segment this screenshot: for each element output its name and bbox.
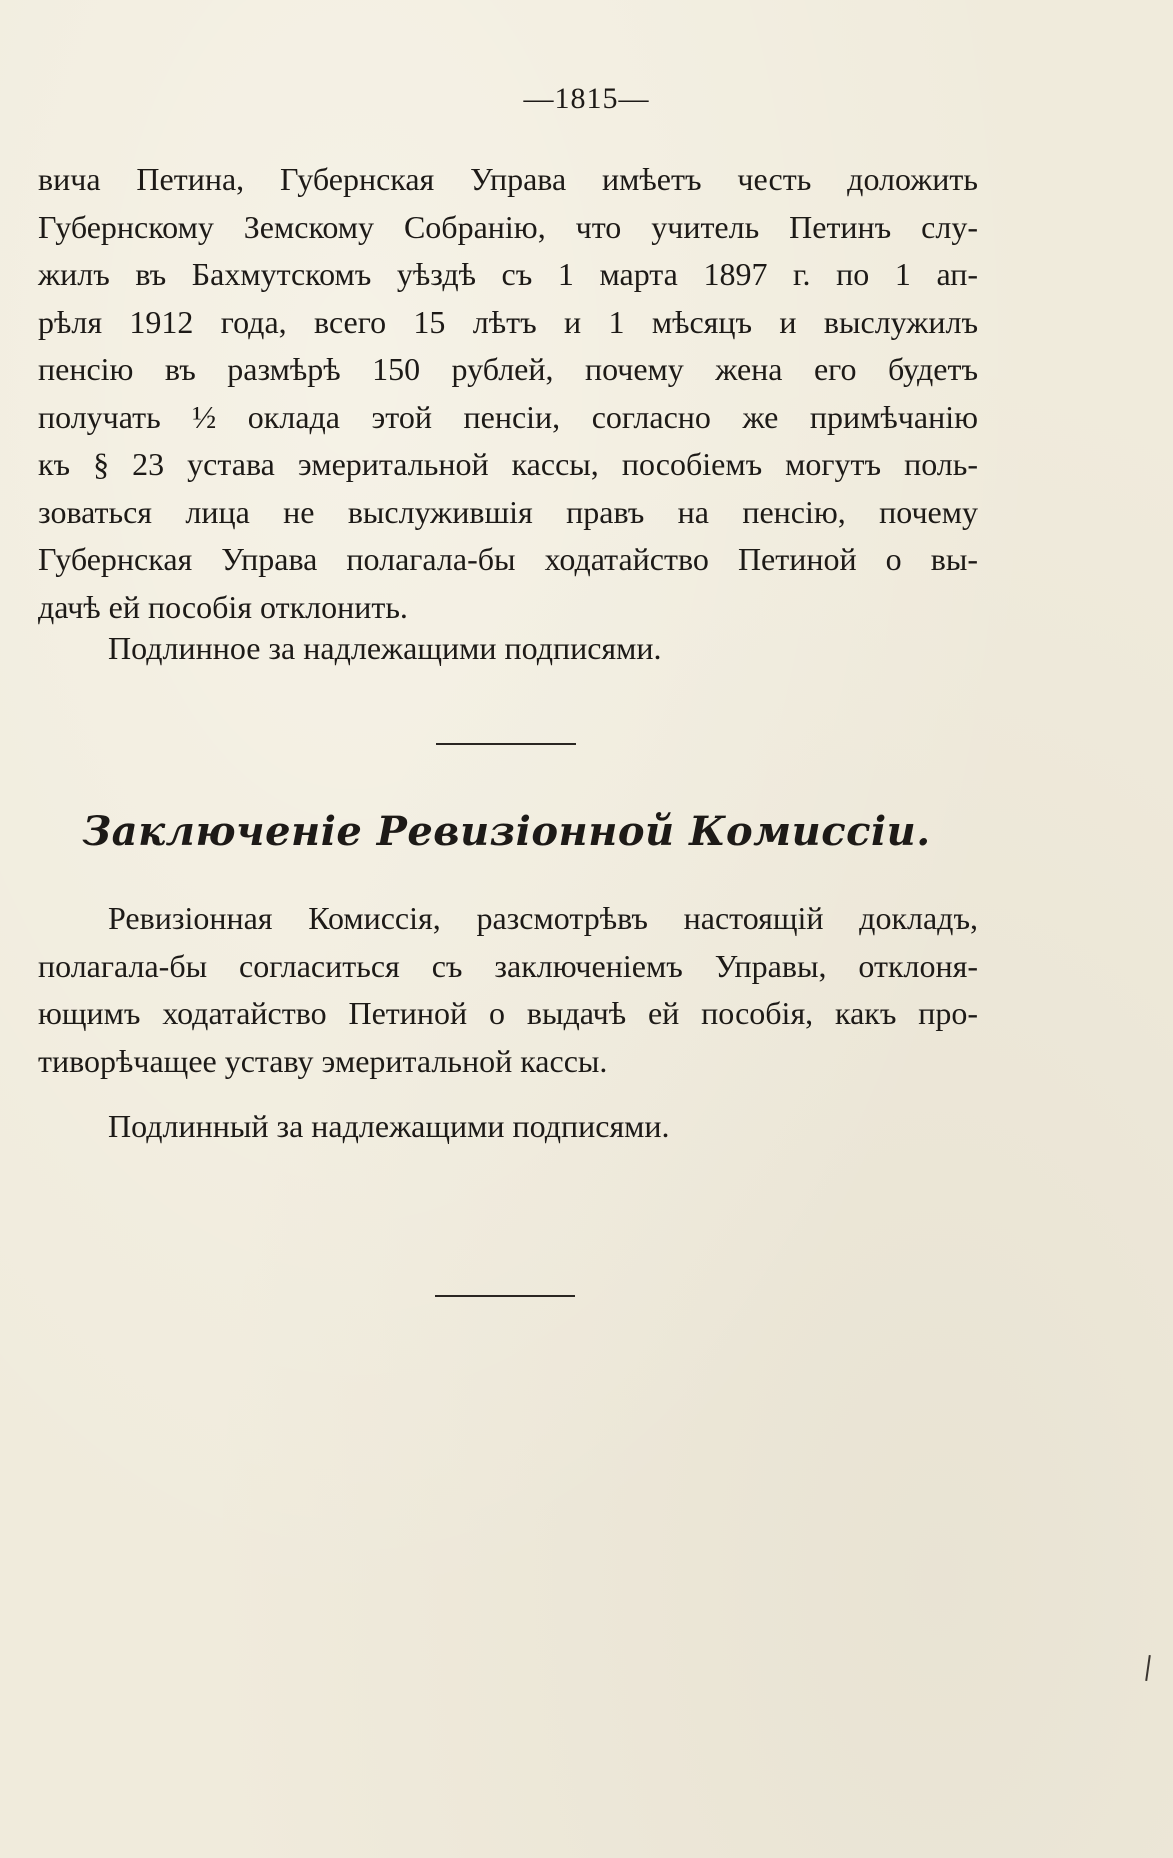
- text-line: Ревизіонная Комиссія, разсмотрѣвъ настоящій докладъ,: [108, 900, 978, 936]
- section-divider: [436, 743, 576, 745]
- text-line: Губернскому Земскому Собранію, что учитель Петинъ слу-: [38, 208, 978, 245]
- text-line: получать ½ оклада этой пенсіи, согласно же примѣчанію: [38, 398, 978, 435]
- text-line: вича Петина, Губернская Управа имѣетъ честь доложить: [38, 161, 978, 197]
- text-line: жилъ въ Бахмутскомъ уѣздѣ съ 1 марта 1897 г. по 1 ап-: [38, 256, 978, 292]
- text-line: Губернская Управа полагала-бы ходатайство Петиной о вы-: [38, 541, 978, 577]
- text-line: зоваться лица не выслужившія правъ на пенсію, почему: [38, 493, 978, 530]
- commission-paragraph: [38, 895, 978, 1085]
- text-line: дачѣ ей пособія отклонить.: [38, 588, 408, 625]
- signature-note: Подлинное за надлежащими подписями.: [108, 630, 662, 666]
- paper-mark: [1145, 1655, 1151, 1681]
- section-heading: Заключеніе Ревизіонной Комиссіи.: [82, 808, 931, 855]
- text-line: къ § 23 устава эмеритальной кассы, пособіемъ могутъ поль-: [38, 446, 978, 482]
- text-line: ющимъ ходатайство Петиной о выдачѣ ей пособія, какъ про-: [38, 995, 978, 1031]
- end-divider: [435, 1295, 575, 1297]
- text-line: тиворѣчащее уставу эмеритальной кассы.: [38, 1042, 608, 1079]
- text-line: полагала-бы согласиться съ заключеніемъ Управы, отклоня-: [38, 947, 978, 984]
- report-paragraph: [38, 156, 978, 631]
- signature-note: Подлинный за надлежащими подписями.: [108, 1108, 670, 1144]
- page-number: —1815—: [523, 82, 650, 115]
- text-line: пенсію въ размѣрѣ 150 рублей, почему жена его будетъ: [38, 351, 978, 387]
- text-line: рѣля 1912 года, всего 15 лѣтъ и 1 мѣсяцъ и выслужилъ: [38, 303, 978, 340]
